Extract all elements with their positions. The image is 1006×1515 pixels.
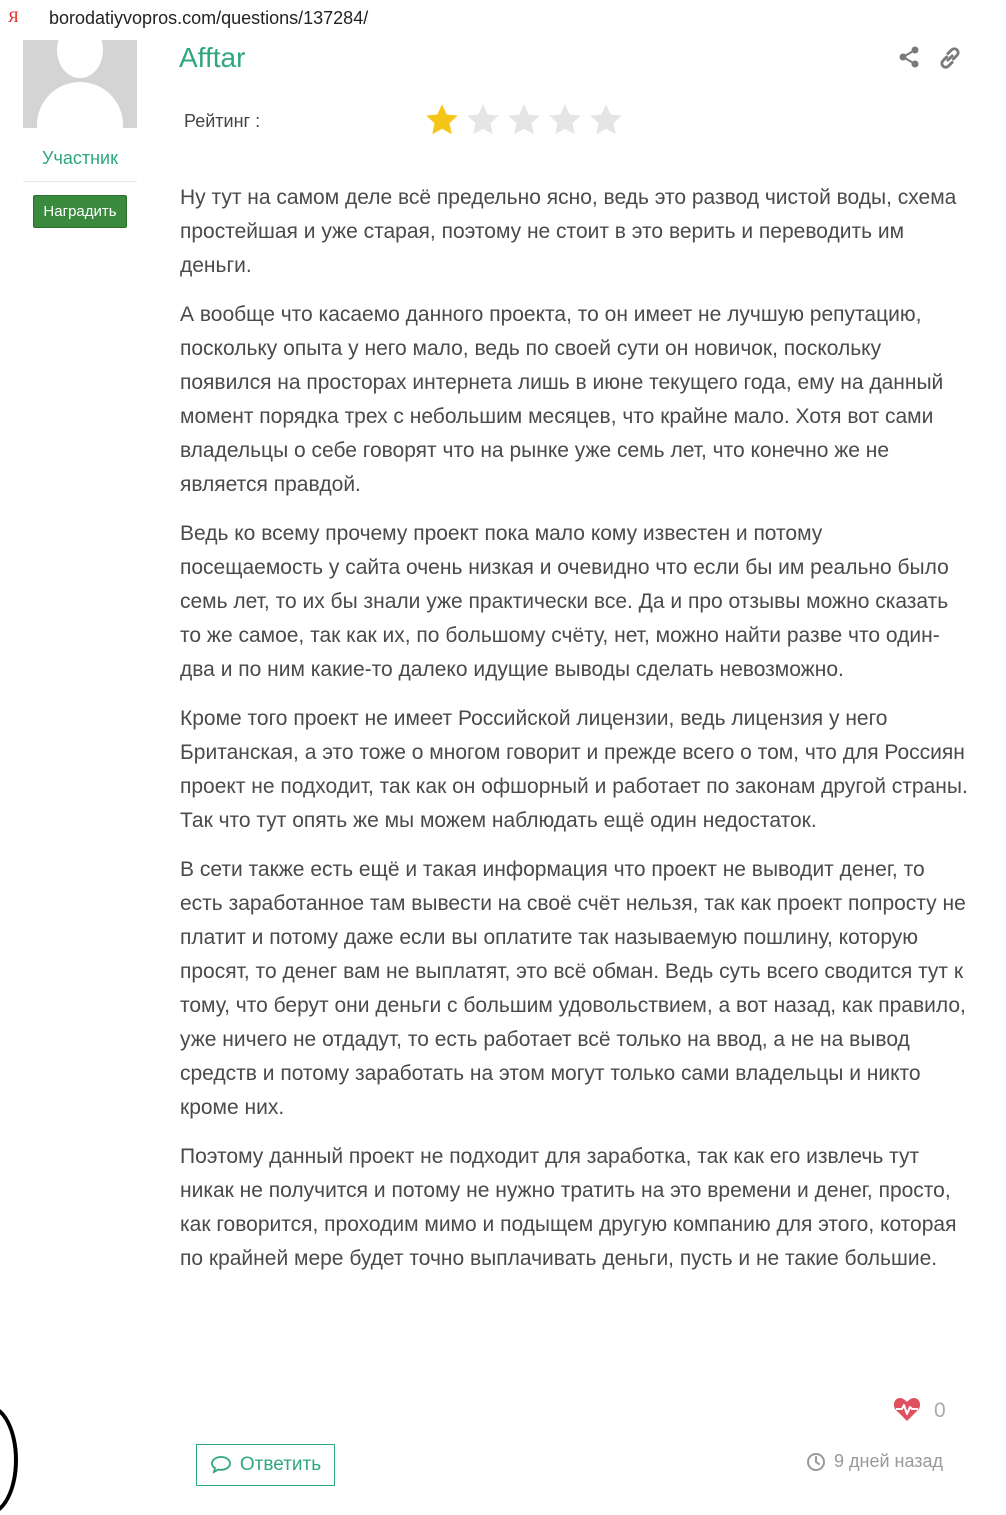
share-icon[interactable]: [897, 45, 921, 69]
rating-label: Рейтинг :: [184, 111, 261, 131]
answer-body: [180, 181, 970, 1291]
answer-paragraph: В сети также есть ещё и такая информация что проект не выводит денег, то есть заработанное там вывести на своё счёт нельзя, так как проект попросту не платит и потому даже если вы оплатите так называемую пошлину, которую просят, то денег вам не выплатят, это всё обман. Ведь суть всего сводится тут к тому, что берут они деньги с большим удовольствием, а вот назад, как правило, уже ничего не отдадут, то есть работает всё только на ввод, а не на вывод средств и потому заработать на этом могут только сами владельцы и никто кроме них.: [180, 858, 966, 1119]
clock-icon: [806, 1452, 826, 1472]
star-filled-icon[interactable]: [424, 102, 460, 138]
author-role: Участник: [23, 148, 137, 182]
star-empty-icon[interactable]: [465, 102, 501, 138]
author-sidebar: [23, 40, 137, 228]
star-empty-icon[interactable]: [547, 102, 583, 138]
answer-paragraph: Поэтому данный проект не подходит для заработка, так как его извлечь тут никак не получится и потому не нужно тратить на это времени и денег, просто, как говорится, проходим мимо и подыщем другую компанию для этого, которая по крайней мере будет точно выплачивать деньги, пусть и не такие большие.: [180, 1145, 957, 1270]
reply-button[interactable]: [196, 1444, 335, 1486]
author-name[interactable]: Afftar: [179, 42, 246, 73]
answer-paragraph: Ну тут на самом деле всё предельно ясно, ведь это развод чистой воды, схема простейшая и уже старая, поэтому не стоит в это верить и переводить им деньги.: [180, 186, 957, 277]
heart-icon[interactable]: [893, 1396, 921, 1422]
comment-icon: [210, 1455, 232, 1475]
corner-circle-overlay: [0, 1405, 18, 1515]
yandex-icon: Я: [8, 9, 19, 26]
url-text[interactable]: borodatiyvopros.com/questions/137284/: [49, 8, 369, 28]
post-time: 9 дней назад: [834, 1451, 944, 1471]
star-empty-icon[interactable]: [588, 102, 624, 138]
answer-paragraph: А вообще что касаемо данного проекта, то он имеет не лучшую репутацию, поскольку опыта у него мало, ведь по своей сути он новичок, поскольку появился на просторах интернета лишь в июне текущего года, ему на данный момент порядка трех с небольшим месяцев, что крайне мало. Хотя вот сами владельцы о себе говорят что на рынке уже семь лет, что конечно же не является правдой.: [180, 303, 944, 496]
avatar[interactable]: [23, 40, 137, 128]
likes-count: 0: [934, 1399, 946, 1422]
reply-label: Ответить: [239, 1454, 322, 1475]
answer-paragraph: Ведь ко всему прочему проект пока мало кому известен и потому посещаемость у сайта очень низкая и очевидно что если бы им реально было семь лет, то их бы знали уже практически все. Да и про отзывы можно сказать то же самое, так как их, по большому счёту, нет, можно найти разве что один-два и по ним какие-то далеко идущие выводы сделать невозможно.: [180, 522, 949, 681]
link-icon[interactable]: [937, 45, 963, 71]
browser-address-bar[interactable]: [0, 0, 1006, 40]
star-empty-icon[interactable]: [506, 102, 542, 138]
rating-stars[interactable]: [424, 102, 629, 138]
award-button[interactable]: Наградить: [33, 195, 127, 228]
answer-paragraph: Кроме того проект не имеет Российской лицензии, ведь лицензия у него Британская, а это тоже о многом говорит и прежде всего о том, что для Россиян проект не подходит, так как он офшорный и работает по законам другой страны. Так что тут опять же мы можем наблюдать ещё один недостаток.: [180, 707, 968, 832]
